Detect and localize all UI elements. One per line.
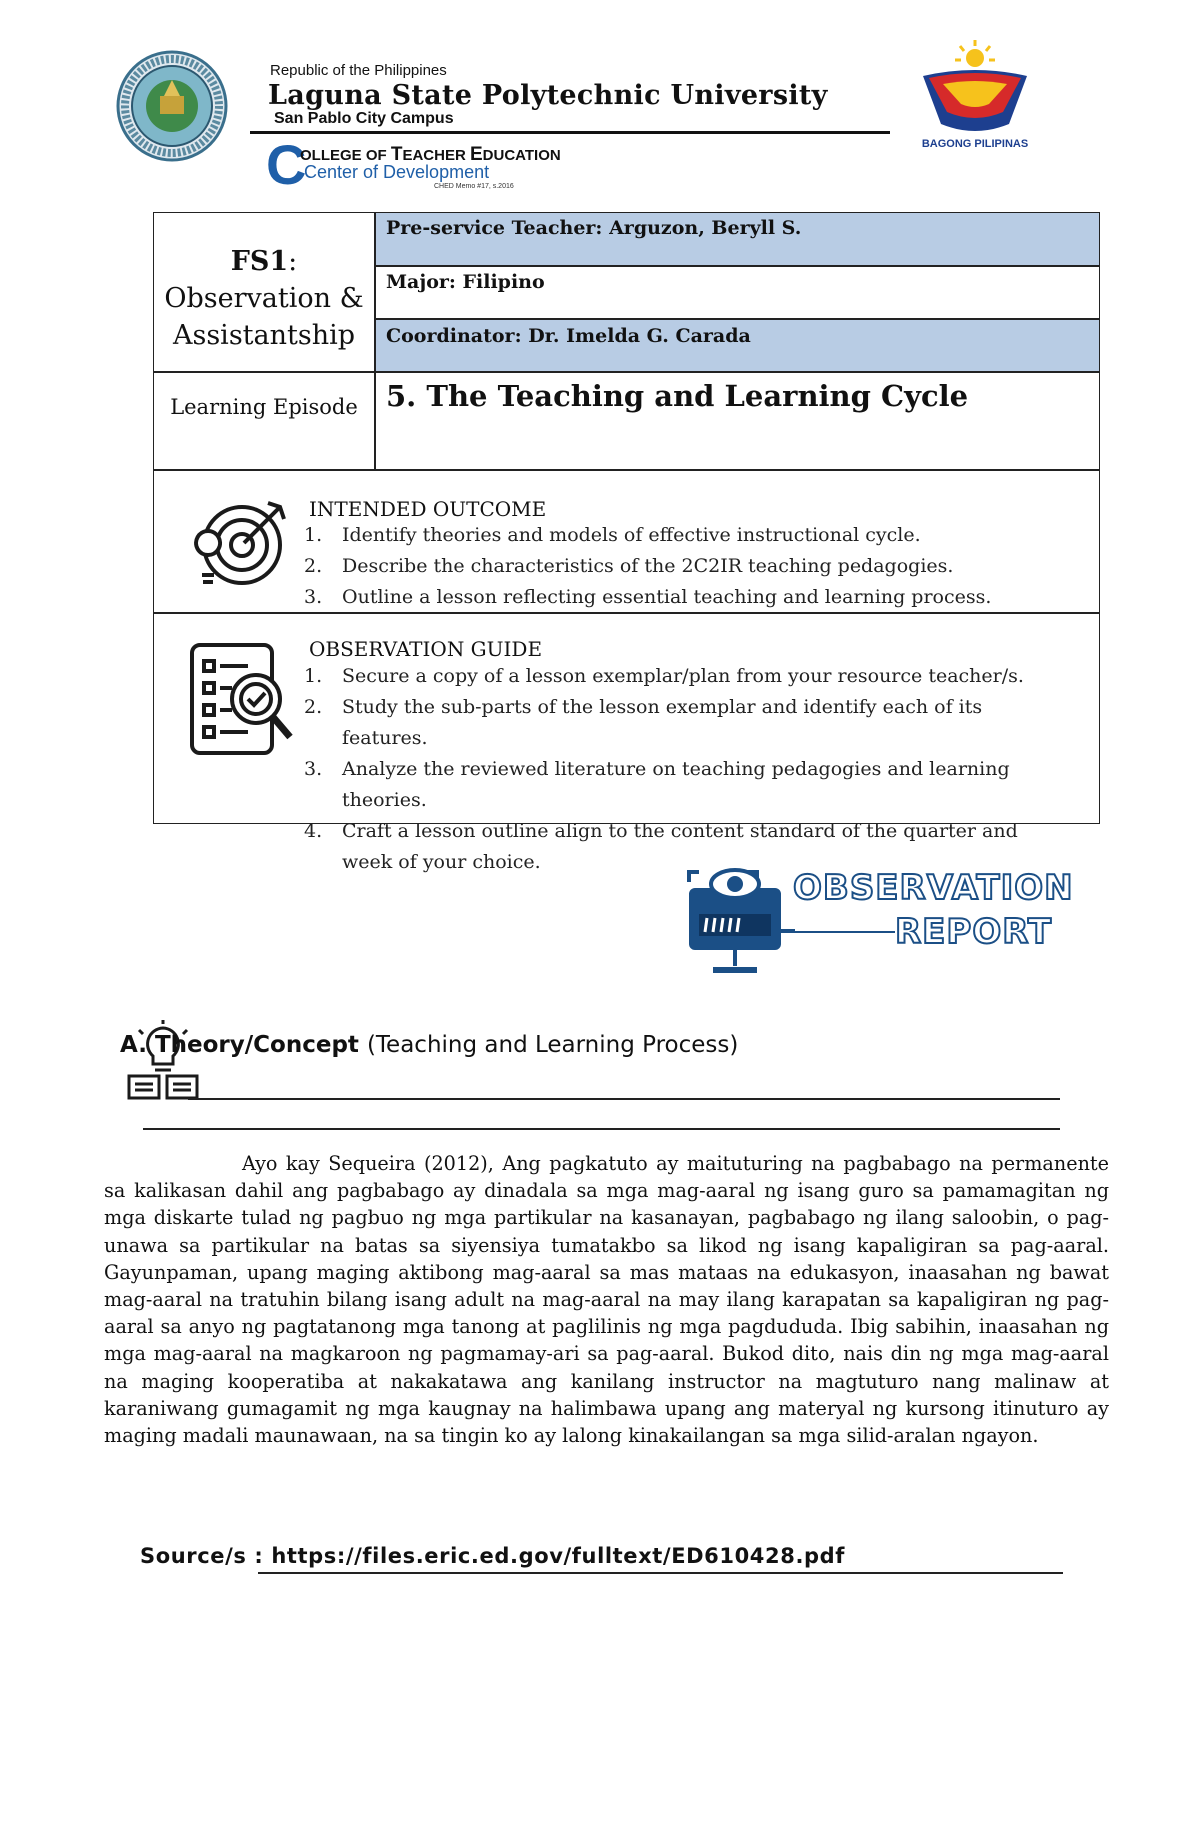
episode-info-table (153, 212, 1100, 873)
college-c-glyph: C (266, 133, 307, 196)
checklist-magnifier-icon (188, 641, 296, 757)
report-badge-connector (780, 931, 895, 933)
list-item: 1. Secure a copy of a lesson exemplar/plan from your resource teacher/s. (304, 665, 1024, 687)
course-title: FS1: Observation & Assistantship (164, 246, 364, 351)
intended-outcome-heading: INTENDED OUTCOME (309, 497, 547, 521)
course-name: Observation & Assistantship (164, 283, 364, 351)
learning-episode-label: Learning Episode (170, 395, 358, 419)
republic-label: Republic of the Philippines (270, 62, 447, 79)
list-item: 2. Describe the characteristics of the 2C2IR teaching pedagogies. (304, 555, 954, 577)
intended-outcome-list (304, 520, 1072, 613)
university-name: Laguna State Polytechnic University (268, 80, 828, 111)
section-a-heading-bold: A. Theory/Concept (120, 1032, 359, 1058)
target-lightbulb-icon (190, 495, 290, 599)
list-item: 3. Outline a lesson reflecting essential teaching and learning process. (304, 586, 992, 608)
university-seal-logo (116, 50, 228, 162)
header-rule (250, 131, 890, 134)
monitor-eye-icon (685, 862, 795, 982)
coordinator: Coordinator: Dr. Imelda G. Carada (386, 325, 751, 347)
observation-guide-heading: OBSERVATION GUIDE (309, 637, 543, 661)
preservice-teacher: Pre-service Teacher: Arguzon, Beryll S. (386, 217, 802, 239)
bagong-pilipinas-emblem (905, 38, 1045, 136)
list-item: 2. Study the sub-parts of the lesson exemplar and identify each of its features. (304, 696, 983, 749)
section-a-heading-sub: (Teaching and Learning Process) (366, 1032, 739, 1058)
bagong-pilipinas-logo (905, 38, 1045, 156)
section-a-paragraph (104, 1150, 1109, 1449)
section-a-underline (188, 1098, 1060, 1100)
college-logo (266, 133, 596, 196)
list-item: 1. Identify theories and models of effective instructional cycle. (304, 524, 921, 546)
bagong-pilipinas-label: BAGONG PILIPINAS (921, 138, 1029, 150)
section-a-rule (143, 1128, 1060, 1130)
episode-title: 5. The Teaching and Learning Cycle (386, 379, 969, 413)
observation-guide-list (304, 661, 1072, 878)
report-badge-line2: REPORT (895, 912, 1053, 952)
course-code: FS1 (230, 246, 289, 277)
major: Major: Filipino (386, 271, 545, 293)
center-of-development: Center of Development (304, 162, 490, 182)
ched-memo: CHED Memo #17, s.2016 (434, 183, 514, 190)
section-a-paragraph-text: Ayo kay Sequeira (2012), Ang pagkatuto ay maituturing na pagbabago na permanente sa kalikasan dahil ang pagbabago ay dinadala sa mga mag-aaral ng isang guro sa pamamagitan ng mga diskarte tulad ng pagbuo ng mga partikular na kasanayan, pagbabago ng ilang saloobin, o pag-unawa sa partikular na batas sa siyensiya tumatakbo sa likod ng isang kapaligiran sa pag-aaral. Gayunpaman, upang maging aktibong mag-aaral sa mas mataas na edukasyon, inaasahan ng bawat mag-aaral na tratuhin bilang isang adult na mag-aaral na may ilang karapatan sa kapaligiran ng pag-aaral sa anyo ng pagtatanong mga tanong at paglilinis ng mga pagdududa. Ibig sabihin, inaasahan ng mga mag-aaral na magkaroon ng pagmamay-ari sa pag-aaral. Bukod dito, nais din ng mga mag-aaral na maging kooperatiba at nakakatawa ang kanilang instructor na magtuturo nang malinaw at karaniwang gumagamit ng mga kaugnay na halimbawa upang ang materyal ng kursong itinuturo ay maging madali maunawaan, na sa tingin ko ay lalong kinakailangan sa mga silid-aralan ngayon. (104, 1152, 1109, 1448)
source-underline (258, 1572, 1063, 1574)
list-item: 3. Analyze the reviewed literature on teaching pedagogies and learning theories. (304, 758, 1010, 811)
list-item: 4. Craft a lesson outline align to the content standard of the quarter and week of your choice. (304, 820, 1018, 873)
campus-name: San Pablo City Campus (274, 110, 454, 127)
college-title: OLLEGE OF TEACHER EDUCATION (300, 144, 561, 165)
observation-report-badge (685, 862, 1074, 982)
report-badge-line1: OBSERVATION (793, 868, 1074, 908)
section-a-heading (120, 1032, 738, 1058)
source-citation: Source/s : https://files.eric.ed.gov/fulltext/ED610428.pdf (140, 1544, 846, 1568)
